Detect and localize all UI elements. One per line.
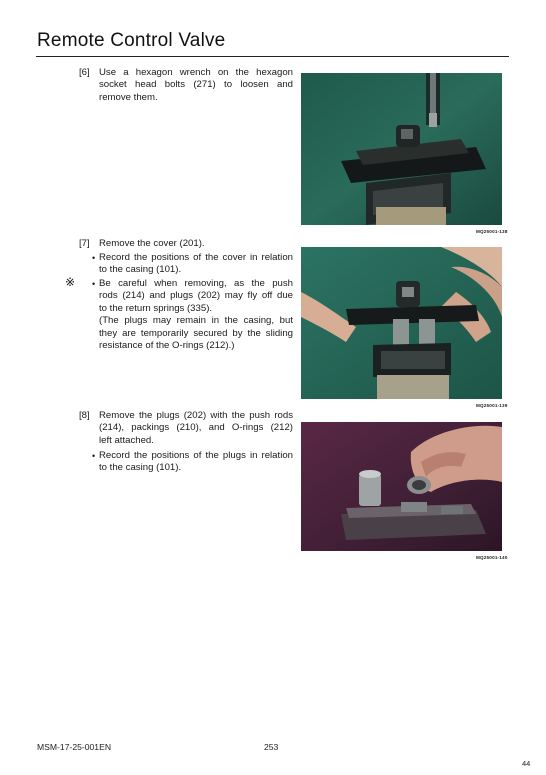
- step-number: [7]: [79, 238, 90, 249]
- text-line: Record the positions of the plugs in relation: [99, 450, 293, 461]
- page-number-right: 44: [522, 759, 531, 768]
- text-line: rods (214) and plugs (202) may fly off due: [99, 290, 293, 302]
- figure-caption: MQ25001-138: [476, 229, 508, 234]
- figure-photo-3: [301, 422, 502, 551]
- cover-removal-photo: [301, 247, 502, 399]
- bullet-item: [99, 252, 293, 277]
- text-line: to the casing (101).: [99, 462, 182, 474]
- text-line: socket head bolts (271) to loosen and: [99, 79, 293, 91]
- bullet-glyph: •: [92, 279, 96, 289]
- text-line: left attached.: [99, 434, 154, 446]
- text-line: (214), packings (210), and O-rings (212): [99, 422, 293, 434]
- text-line: resistance of the O-rings (212).): [99, 340, 235, 352]
- text-line: to the casing (101).: [99, 264, 182, 276]
- text-line: to the return springs (335).: [99, 302, 213, 314]
- text-line: Remove the plugs (202) with the push rods: [99, 410, 293, 421]
- text-line: (The plugs may remain in the casing, but: [99, 315, 293, 327]
- plug-removal-photo: [301, 422, 502, 551]
- bullet-item: [99, 450, 293, 475]
- caution-mark: ※: [65, 275, 76, 289]
- step-number: [6]: [79, 67, 90, 78]
- step-6: [79, 67, 293, 107]
- step-text: Remove the cover (201).: [99, 238, 205, 249]
- figure-photo-2: [301, 247, 502, 399]
- step-text: [99, 67, 293, 104]
- figure-caption: MQ25001-139: [476, 403, 508, 408]
- text-line: Use a hexagon wrench on the hexagon: [99, 67, 293, 78]
- figure-photo-1: [301, 73, 502, 225]
- step-8: [79, 410, 293, 480]
- text-line: Be careful when removing, as the push: [99, 278, 293, 289]
- valve-cover-bolts-photo: [301, 73, 502, 225]
- step-number: [8]: [79, 410, 90, 421]
- bullet-glyph: •: [92, 451, 96, 461]
- page-title: Remote Control Valve: [37, 30, 226, 51]
- figure-caption: MQ25001-140: [476, 555, 508, 560]
- document-id: MSM-17-25-001EN: [37, 742, 112, 752]
- text-line: Record the positions of the cover in relation: [99, 252, 293, 263]
- step-7: [65, 238, 293, 358]
- bullet-item: [99, 278, 293, 352]
- text-line: remove them.: [99, 91, 158, 103]
- title-rule: [36, 56, 509, 57]
- step-text: [99, 410, 293, 447]
- page-number-center: 253: [264, 742, 279, 752]
- text-line: they are temporarily secured by the sliding: [99, 327, 293, 339]
- bullet-glyph: •: [92, 253, 96, 263]
